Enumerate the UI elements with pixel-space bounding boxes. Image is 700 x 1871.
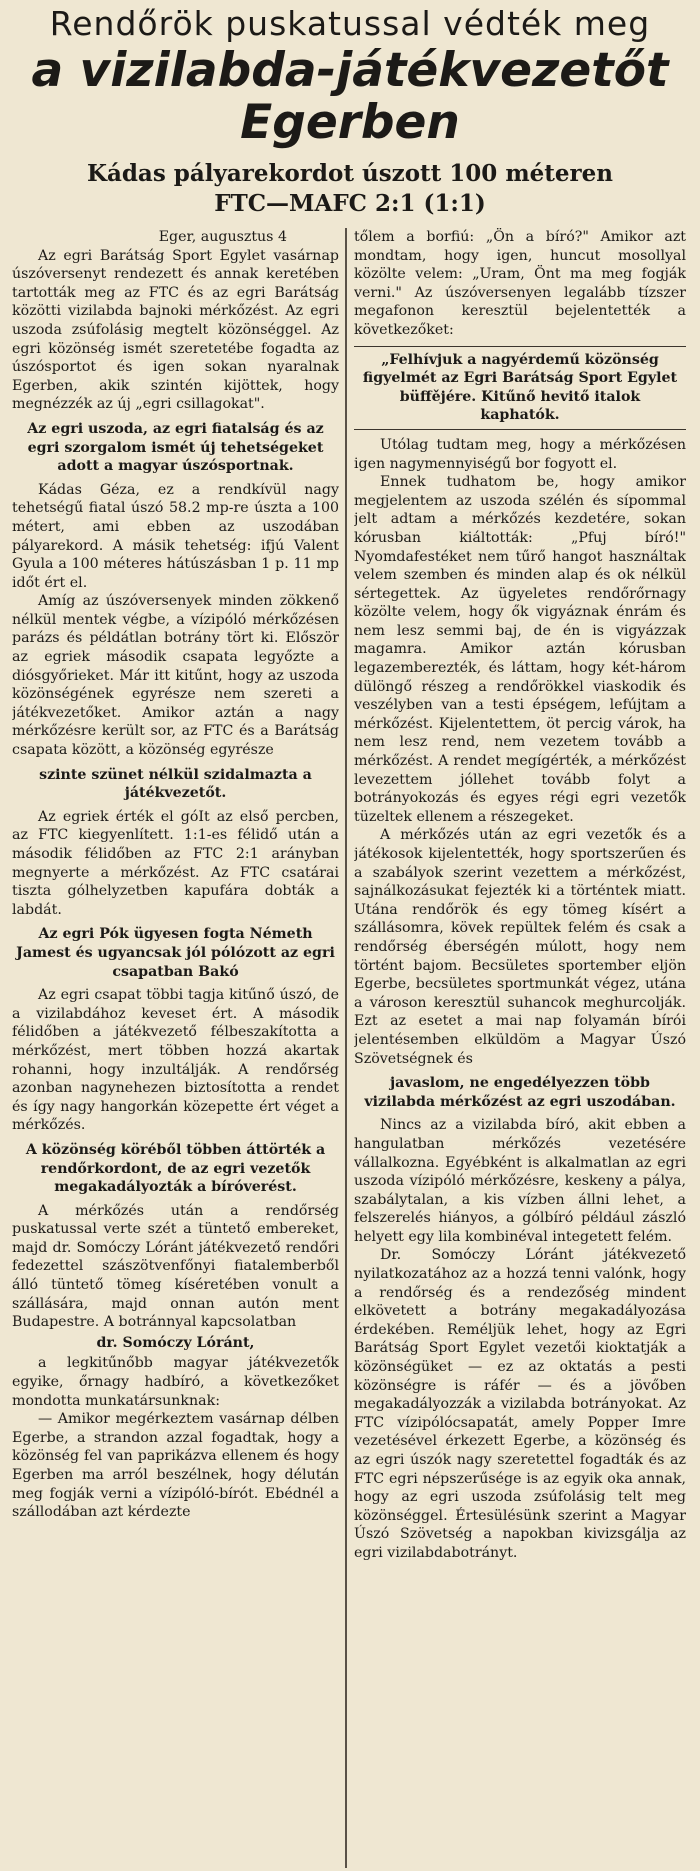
crosshead: szinte szünet nélkül szidalmazta a játékvezetőt. [39,766,312,802]
subheadline-line-1: Kádas pályarekordot úszott 100 méteren [86,160,614,187]
paragraph: Az egri csapat többi tagja kitűnő úszó, de a vizilabdához keveset ért. A második félidőben a játékvezető félbeszakította a mérkőzést, mert többen hozzá akartak rohanni, hogy inzultálják. A rendőrség azonban nagynehezen biztosította a rendet és így nagy hangorkán közepette ért véget a mérkőzés. [12,987,339,1134]
paragraph: Dr. Somóczy Lóránt játékvezető nyilatkozatához az a hozzá tenni valónk, hogy a rendőrség és a rendezőség mindent elkövetett a botrány megakadályozása érdekében. Reméljük lehet, hogy az Egri Barátság Sport Egylet vezetői kioktatják a közönségüket — ez az oktatás a pesti közönségre is ráfér — és a jövőben megakadályozzák a vizilabda botrányokat. Az FTC vízipólócsapatát, amely Popper Imre vezetésével érkezett Egerbe, a közönség és az egri úszók nagy szeretettel fogadták és az FTC egri népszerűsége is az egyik oka annak, hogy az egri uszoda zsúfolásig telt meg közönséggel. Értesülésünk szerint a Magyar Úszó Szövetség a napokban kivizsgálja az egri vizilabdabotrányt. [354,1247,686,1561]
paragraph: Utólag tudtam meg, hogy a mérkőzésen igen nagymennyiségű bor fogyott el. [354,436,686,472]
headline-line-1: Rendőrök puskatussal védték meg [49,4,651,43]
column-divider [345,228,347,1868]
paragraph: A mérkőzés után az egri vezetők és a játékosok kijelentették, hogy sportszerűen és a szabályok szerint vezettem a mérkőzést, sajnálkozásukat fejezték ki a történtek miatt. Utána rendőrök és egy tömeg kísért a szállásomra, kövek repültek felém és csak a rendőrség éberségén múlott, hogy nem történt bajom. Becsületes sportember eljön Egerbe, becsületes sportmunkát végez, utána a városon keresztül suhancok meghurcolják. Ezt az esetet a mai nap folyamán bírói jelentésemben elküldöm a Magyar Úszó Szövetségnek és [354,827,686,1067]
signature-name: dr. Somóczy Lóránt, [96,1334,255,1351]
left-column [12,228,339,1868]
headline-line-2: a vizilabda-játékvezetőt [31,43,669,98]
announcement-quote: „Felhívjuk a nagyérdemű közönség figyelmét az Egri Barátság Sport Egylet büffějére. Kitűnő hevitő italok kaphatók. [354,346,686,430]
paragraph: Nincs az a vizilabda bíró, akit ebben a hangulatban mérkőzés vezetésére vállalkozna. Egyébként is alkalmatlan az egri uszoda vízipóló mérkőzésre, keskeny a pálya, szabálytalan, a kis vízben állni lehet, a felszerelés hiányos, a gólbíró például zászló helyett egy lila kombinéval integetett felém. [354,1117,686,1245]
crosshead: Az egri Pók ügyesen fogta Németh Jamest és ugyancsak jól pólózott az egri csapatban Bakó [16,926,335,980]
headline-line-3: Egerben [240,95,460,150]
crosshead: javaslom, ne engedélyezzen több vizilabda mérkőzést az egri uszodában. [364,1075,676,1110]
paragraph: Amíg az úszóversenyek minden zökkenő nélkül mentek végbe, a vízipóló mérkőzésen parázs és példátlan botrány tört ki. Először az egriek második csapata legyőzte a diósgyőrieket. Már itt kitűnt, hogy az uszoda közönségének egyrésze nem szereti a játékvezetőket. Amikor aztán a nagy mérkőzésre került sor, az FTC és a Barátság csapata között, a közönség egyrésze [12,593,339,759]
crosshead: A közönség köréből többen áttörték a rendőrkordont, de az egri vezetők megakadályozták a bíróverést. [25,1141,326,1196]
subheadline-line-2: FTC—MAFC 2:1 (1:1) [214,190,486,217]
paragraph: tőlem a borfiú: „Ön a bíró?" Amikor azt mondtam, hogy igen, huncut mosollyal közölte velem: „Uram, Önt ma meg fogják verni." Az úszóversenyen legalább tízszer megafonon keresztül bejelentették a következőket: [354,229,686,338]
paragraph: Az egri Barátság Sport Egylet vasárnap úszóversenyt rendezett és annak keretében tartották meg az FTC és az egri Barátság közötti vizilabda bajnoki mérkőzést. Az egri uszoda zsúfolásig megtelt közönséggel. Az egri közönség ismét szeretetébe fogadta az úszósportot és igen sokan nyaralnak Egerben, akik szintén kijöttek, hogy megnézzék az új „egri csillagokat". [12,247,339,413]
paragraph: Az egriek érték el góIt az első percben, az FTC kiegyenlített. 1:1-es félidő után a második félidőben az FTC 2:1 arányban megnyerte a mérkőzést. Az FTC csatárai tiszta gólhelyzetben kapufára dobták a labdát. [12,808,339,918]
paragraph: A mérkőzés után a rendőrség puskatussal verte szét a tüntető embereket, majd dr. Somóczy Lóránt játékvezető rendőri fedezettel szászötvenfőnyi fiatalemberből álló tüntető tömeg kíséretében vonult a szállására, majd onnan autón ment Budapestre. A botránnyal kapcsolatban [12,1202,339,1331]
paragraph: Ennek tudhatom be, hogy amikor megjelentem az uszoda szélén és sípommal jelt adtam a mérkőzés kezdetére, sokan kórusban kiáltották: „Pfuj bíró!" Nyomdafestéket nem tűrő hangot használtak velem szemben és minden alap és ok nélkül sértegettek. Az ügyeletes rendőrőrnagy közölte velem, hogy ők vigyáznak énrám és nem lesz semmi baj, de én is vigyázzak magamra. Amikor aztán kórusban legazemberezték, és láttam, hogy két-három dülöngő részeg a rendőrökkel viaskodik és veszélyben van a testi épségem, lefújtam a mérkőzést. Kijelentettem, öt percig várok, ha nem lesz rend, nem vezetem tovább a mérkőzést. A rendet megígérték, a mérkőzést levezettem jóllehet tovább folyt a botrányokozás és egyes régi egri vezetők tüzeltek ellenem a részegeket. [354,474,686,825]
paragraph: a legkitűnőbb magyar játékvezetők egyike, őrnagy hadbíró, a következőket mondotta munkatársunknak: [12,1355,339,1409]
dateline: Eger, augusztus 4 [158,229,287,245]
crosshead: Az egri uszoda, az egri fiatalság és az egri szorgalom ismét új tehetségeket adott a magyar úszósportnak. [27,420,324,475]
right-column [354,228,686,1868]
paragraph: — Amikor megérkeztem vasárnap délben Egerbe, a strandon azzal fogadtak, hogy a közönség fel van paprikázva ellenem és hogy Egerben ma arról beszélnek, hogy délután meg fogják verni a vízipóló-bírót. Ebédnél a szállodában azt kérdezte [12,1411,339,1521]
paragraph: Kádas Géza, ez a rendkívül nagy tehetségű fiatal úszó 58.2 mp-re úszta a 100 métert, ami ebben az uszodában pályarekord. A másik tehetség: ifjú Valent Gyula a 100 méteres hátúszásban 1 p. 11 mp időt ért el. [12,481,339,591]
